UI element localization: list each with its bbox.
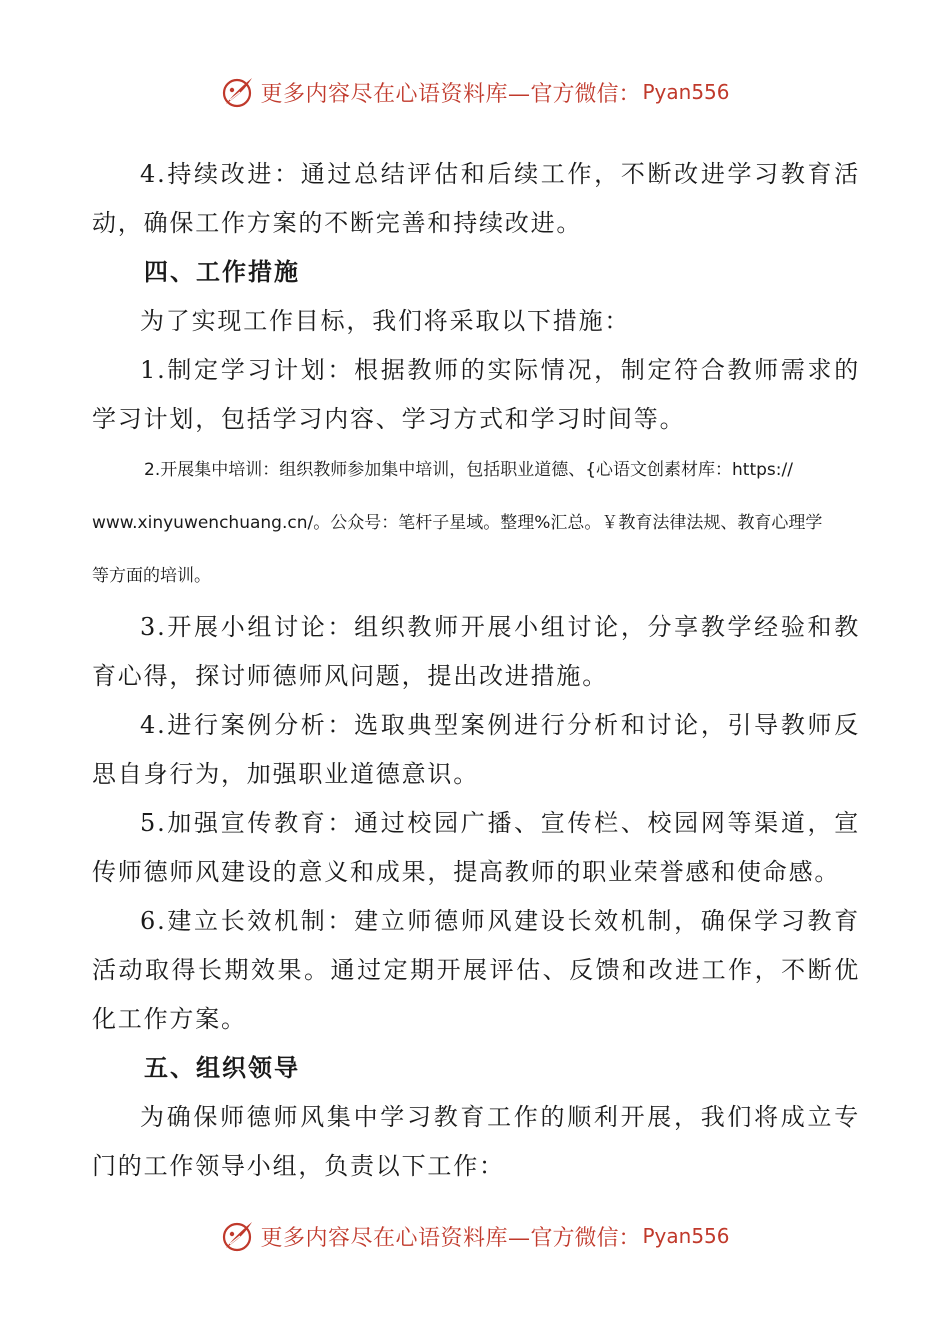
training-line: 2.开展集中培训：组织教师参加集中培训，包括职业道德、{心语文创素材库：https://: [144, 460, 793, 480]
paragraph: 5.加强宣传教育：通过校园广播、宣传栏、校园网等渠道，宣传师德师风建设的意义和成果，提高教师的职业荣誉感和使命感。: [92, 809, 860, 886]
banner-wechat-id: Pyan556: [642, 80, 730, 104]
footer-banner: [0, 1216, 950, 1256]
section-heading: 五、组织领导: [144, 1054, 300, 1082]
paragraph: 4.进行案例分析：选取典型案例进行分析和讨论，引导教师反思自身行为，加强职业道德意识。: [92, 711, 860, 788]
banner-wechat-label: 官方微信：: [530, 1225, 641, 1251]
banner-wechat-label: 官方微信：: [530, 81, 641, 107]
paragraph: 1.制定学习计划：根据教师的实际情况，制定符合教师需求的学习计划，包括学习内容、学习方式和学习时间等。: [92, 356, 860, 433]
paragraph: 6.建立长效机制：建立师德师风建设长效机制，确保学习教育活动取得长期效果。通过定期开展评估、反馈和改进工作，不断优化工作方案。: [92, 907, 860, 1033]
document-body: [92, 150, 860, 1191]
banner-text: 更多内容尽在心语资料库—: [260, 1225, 531, 1251]
paragraph: 为了实现工作目标，我们将采取以下措施：: [140, 307, 631, 335]
training-line: www.xinyuwenchuang.cn/。公众号：笔杆子星域。整理%汇总。￥教育法律法规、教育心理学: [92, 513, 823, 533]
paragraph: 为确保师德师风集中学习教育工作的顺利开展，我们将成立专门的工作领导小组，负责以下工作：: [92, 1103, 860, 1180]
header-banner: [0, 72, 950, 112]
training-line: 等方面的培训。: [92, 566, 211, 586]
paragraph: 3.开展小组讨论：组织教师开展小组讨论，分享教学经验和教育心得，探讨师德师风问题，提出改进措施。: [92, 613, 860, 690]
quill-logo-icon: [220, 1218, 256, 1254]
banner-wechat-id: Pyan556: [642, 1224, 730, 1248]
paragraph: 4.持续改进：通过总结评估和后续工作，不断改进学习教育活动，确保工作方案的不断完善和持续改进。: [92, 160, 860, 237]
quill-logo-icon: [220, 74, 256, 110]
banner-text: 更多内容尽在心语资料库—: [260, 81, 531, 107]
section-heading: 四、工作措施: [144, 258, 300, 286]
training-paragraph: [92, 444, 860, 603]
